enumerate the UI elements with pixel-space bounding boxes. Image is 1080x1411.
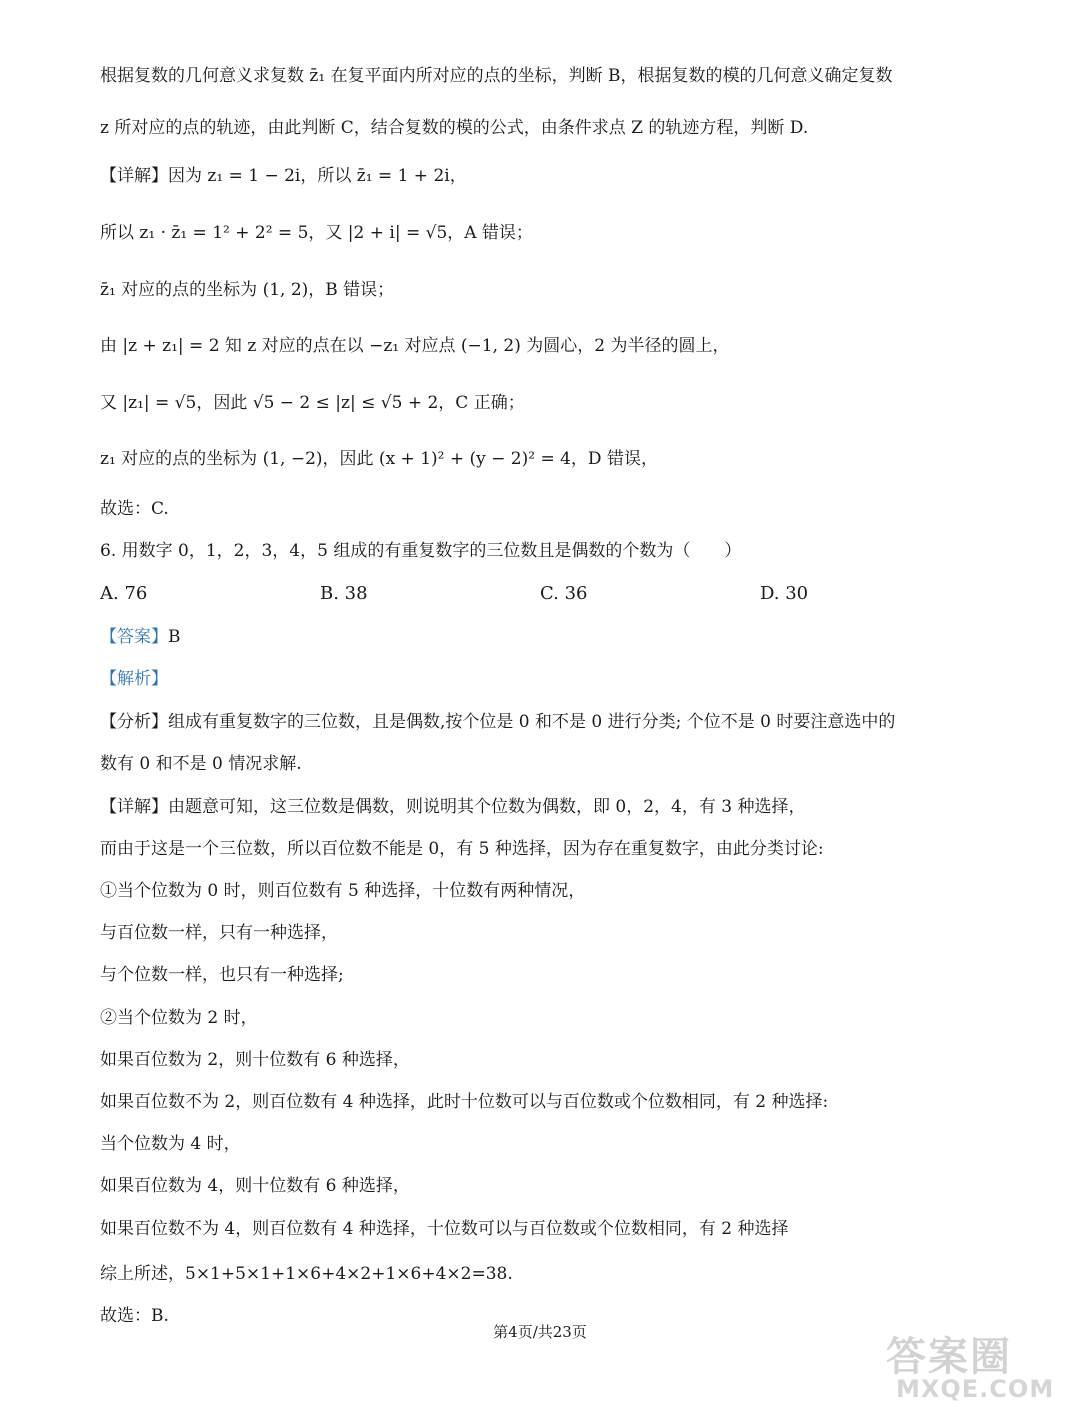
text-line: 如果百位数不为 4，则百位数有 4 种选择，十位数可以与百位数或个位数相同，有 2 种选择 <box>100 1219 789 1239</box>
text-line: 由 |z + z₁| = 2 知 z 对应的点在以 −z₁ 对应点 (−1, 2) 为圆心，2 为半径的圆上， <box>100 336 730 356</box>
watermark-logo <box>886 1325 1056 1403</box>
text-line: z₁ 对应的点的坐标为 (1, −2)，因此 (x + 1)² + (y − 2)² = 4，D 错误， <box>100 449 658 469</box>
page-footer: 第4页/共23页 <box>493 1323 587 1341</box>
text-line: z 所对应的点的轨迹，由此判断 C，结合复数的模的公式，由条件求点 Z 的轨迹方程，判断 D. <box>100 118 809 138</box>
watermark-en: MXQE.COM <box>896 1375 1055 1403</box>
answer-tag: 【答案】 <box>100 627 168 647</box>
text-line: 【分析】组成有重复数字的三位数，且是偶数,按个位是 0 和不是 0 进行分类; 个位不是 0 时要注意选中的 <box>100 712 896 732</box>
text-line: 故选：B. <box>100 1306 169 1326</box>
watermark-cn: 答案圈 <box>886 1334 1012 1380</box>
answer-value: B <box>168 627 181 647</box>
option-d: D. 30 <box>760 583 809 604</box>
question-6: 6. 用数字 0，1，2，3，4，5 组成的有重复数字的三位数且是偶数的个数为（ ） <box>100 541 742 561</box>
text-line: 如果百位数不为 2，则百位数有 4 种选择，此时十位数可以与百位数或个位数相同，有 2 种选择: <box>100 1092 829 1112</box>
text-line: 而由于这是一个三位数，所以百位数不能是 0，有 5 种选择，因为存在重复数字，由此分类讨论: <box>100 839 824 859</box>
text-line: 如果百位数为 4，则十位数有 6 种选择， <box>100 1176 410 1196</box>
text-line: 又 |z₁| = √5，因此 √5 − 2 ≤ |z| ≤ √5 + 2，C 正确； <box>100 393 525 413</box>
text-line: 与百位数一样，只有一种选择， <box>100 923 338 943</box>
option-b: B. 38 <box>320 583 368 604</box>
option-c: C. 36 <box>540 583 588 604</box>
text-line: 所以 z₁ · z̄₁ = 1² + 2² = 5，又 |2 + i| = √5，A 错误； <box>100 223 533 243</box>
text-line: 故选：C. <box>100 499 169 519</box>
text-line: ①当个位数为 0 时，则百位数有 5 种选择，十位数有两种情况， <box>100 881 586 901</box>
text-line: z̄₁ 对应的点的坐标为 (1, 2)，B 错误； <box>100 280 395 300</box>
text-line: 【详解】因为 z₁ = 1 − 2i，所以 z̄₁ = 1 + 2i， <box>100 166 467 186</box>
answer-line <box>100 625 181 649</box>
text-line: 如果百位数为 2，则十位数有 6 种选择， <box>100 1050 410 1070</box>
text-line: 综上所述，5×1+5×1+1×6+4×2+1×6+4×2=38. <box>100 1264 513 1284</box>
text-line: 与个位数一样，也只有一种选择; <box>100 965 344 985</box>
text-line: 当个位数为 4 时， <box>100 1134 241 1154</box>
text-line: 【详解】由题意可知，这三位数是偶数，则说明其个位数为偶数，即 0，2，4，有 3 种选择， <box>100 797 806 817</box>
text-line: 根据复数的几何意义求复数 z̄₁ 在复平面内所对应的点的坐标，判断 B，根据复数的模的几何意义确定复数 <box>100 66 893 86</box>
text-line: ②当个位数为 2 时， <box>100 1008 258 1028</box>
option-a: A. 76 <box>100 583 148 604</box>
analysis-tag: 【解析】 <box>100 669 168 689</box>
text-line: 数有 0 和不是 0 情况求解. <box>100 754 302 774</box>
